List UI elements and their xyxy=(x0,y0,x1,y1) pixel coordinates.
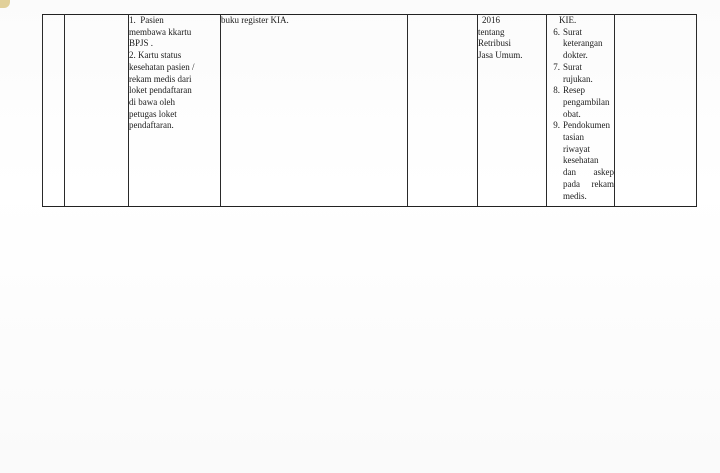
cell-legal-basis xyxy=(478,15,547,207)
sop-table xyxy=(42,14,697,207)
output-item-6: 6. Surat keterangan dokter. xyxy=(553,26,603,61)
cell-activity xyxy=(65,15,129,207)
justified-line: pada rekam xyxy=(563,178,614,189)
cell-number xyxy=(43,15,65,207)
cell-procedure xyxy=(221,15,408,207)
justified-line: dan askep xyxy=(563,167,614,178)
requirement-item-2: 2. Kartu status kesehatan pasien / rekam medis dari loket pendaftaran di bawa oleh petugas loket pendaftaran. xyxy=(129,50,195,131)
legal-line: Retribusi xyxy=(478,38,511,49)
output-lead: KIE. xyxy=(559,15,577,25)
legal-year: 2016 xyxy=(482,15,500,25)
requirement-item-1: 1. Pasien membawa kkartu BPJS . xyxy=(129,15,192,49)
table-row xyxy=(43,15,697,207)
cell-notes xyxy=(615,15,697,207)
cell-time xyxy=(408,15,478,207)
cell-outputs xyxy=(547,15,615,207)
output-item-8: 8. Resep pengambilan obat. xyxy=(553,85,610,119)
legal-line: tentang xyxy=(478,26,505,37)
output-item-9: 9. Pendokumen tasian riwayat kesehatan dan askep pada rekam medis. xyxy=(553,120,614,201)
cell-requirements xyxy=(129,15,221,207)
legal-line: Jasa Umum. xyxy=(478,50,523,61)
procedure-text: buku register KIA. xyxy=(221,15,289,25)
output-item-7: 7. Surat rujukan. xyxy=(553,61,593,84)
